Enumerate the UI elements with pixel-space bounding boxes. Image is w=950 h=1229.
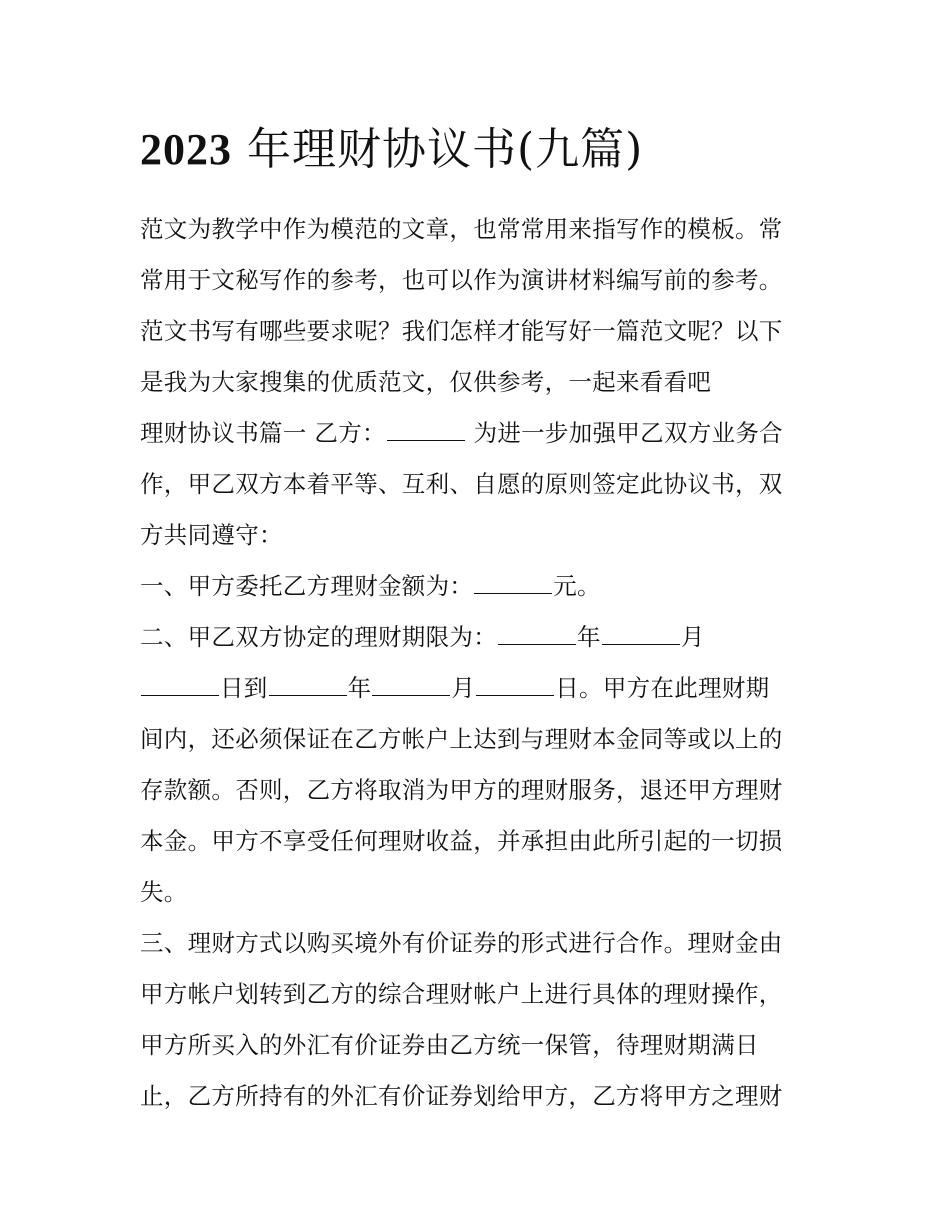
document-body: [140, 204, 820, 1122]
start-month-blank: [602, 625, 680, 645]
month-label: 月: [680, 623, 705, 651]
end-year-blank: [269, 676, 347, 696]
end-month-blank: [372, 676, 450, 696]
document-title: [140, 118, 820, 182]
clause3-line: 三、理财方式以购买境外有价证券的形式进行合作。理财金由: [140, 929, 783, 957]
year-label: 年: [347, 674, 372, 702]
clause2-line2: [140, 663, 820, 714]
start-year-blank: [498, 625, 576, 645]
section1-text: 为进一步加强甲乙双方业务合: [473, 419, 783, 447]
title-text: 年理财协议书(九篇): [247, 124, 644, 175]
intro-line: 是我为大家搜集的优质范文，仅供参考，一起来看看吧: [140, 368, 712, 396]
clause3-line: 止，乙方所持有的外汇有价证券划给甲方，乙方将甲方之理财: [140, 1082, 783, 1110]
section1-line3: 方共同遵守：: [140, 521, 283, 549]
clause2-line: 失。: [140, 878, 188, 906]
section1-line2: 作，甲乙双方本着平等、互利、自愿的原则签定此协议书，双: [140, 470, 783, 498]
intro-line: 常用于文秘写作的参考，也可以作为演讲材料编写前的参考。: [140, 266, 783, 294]
clause2-line: 本金。甲方不享受任何理财收益，并承担由此所引起的一切损: [140, 827, 783, 855]
party-b-blank: [387, 421, 465, 441]
intro-line: 范文为教学中作为模范的文章，也常常用来指写作的模板。常: [140, 215, 783, 243]
amount-blank: [474, 574, 552, 594]
section1-line1: [140, 408, 820, 459]
clause2-text: 二、甲乙双方协定的理财期限为：: [140, 623, 497, 651]
clause2-line1: [140, 612, 820, 663]
clause1-text: 一、甲方委托乙方理财金额为：: [140, 572, 474, 600]
end-day-blank: [476, 676, 554, 696]
month-label: 月: [451, 674, 476, 702]
document-page: [140, 118, 820, 1122]
title-year: 2023: [140, 125, 232, 174]
clause2-line: 间内，还必须保证在乙方帐户上达到与理财本金同等或以上的: [140, 725, 783, 753]
start-day-blank: [141, 676, 219, 696]
clause1-line: [140, 561, 820, 612]
clause2-rest: 日。甲方在此理财期: [555, 674, 770, 702]
section-heading: 理财协议书篇一: [140, 419, 307, 447]
day-to-label: 日到: [220, 674, 268, 702]
clause3-line: 甲方所买入的外汇有价证券由乙方统一保管，待理财期满日: [140, 1031, 759, 1059]
party-b-label: 乙方：: [314, 419, 386, 447]
clause3-line: 甲方帐户划转到乙方的综合理财帐户上进行具体的理财操作，: [140, 980, 783, 1008]
intro-line: 范文书写有哪些要求呢？我们怎样才能写好一篇范文呢？以下: [140, 317, 783, 345]
clause2-line: 存款额。否则，乙方将取消为甲方的理财服务，退还甲方理财: [140, 776, 783, 804]
year-label: 年: [577, 623, 601, 651]
clause1-unit: 元。: [553, 572, 601, 600]
